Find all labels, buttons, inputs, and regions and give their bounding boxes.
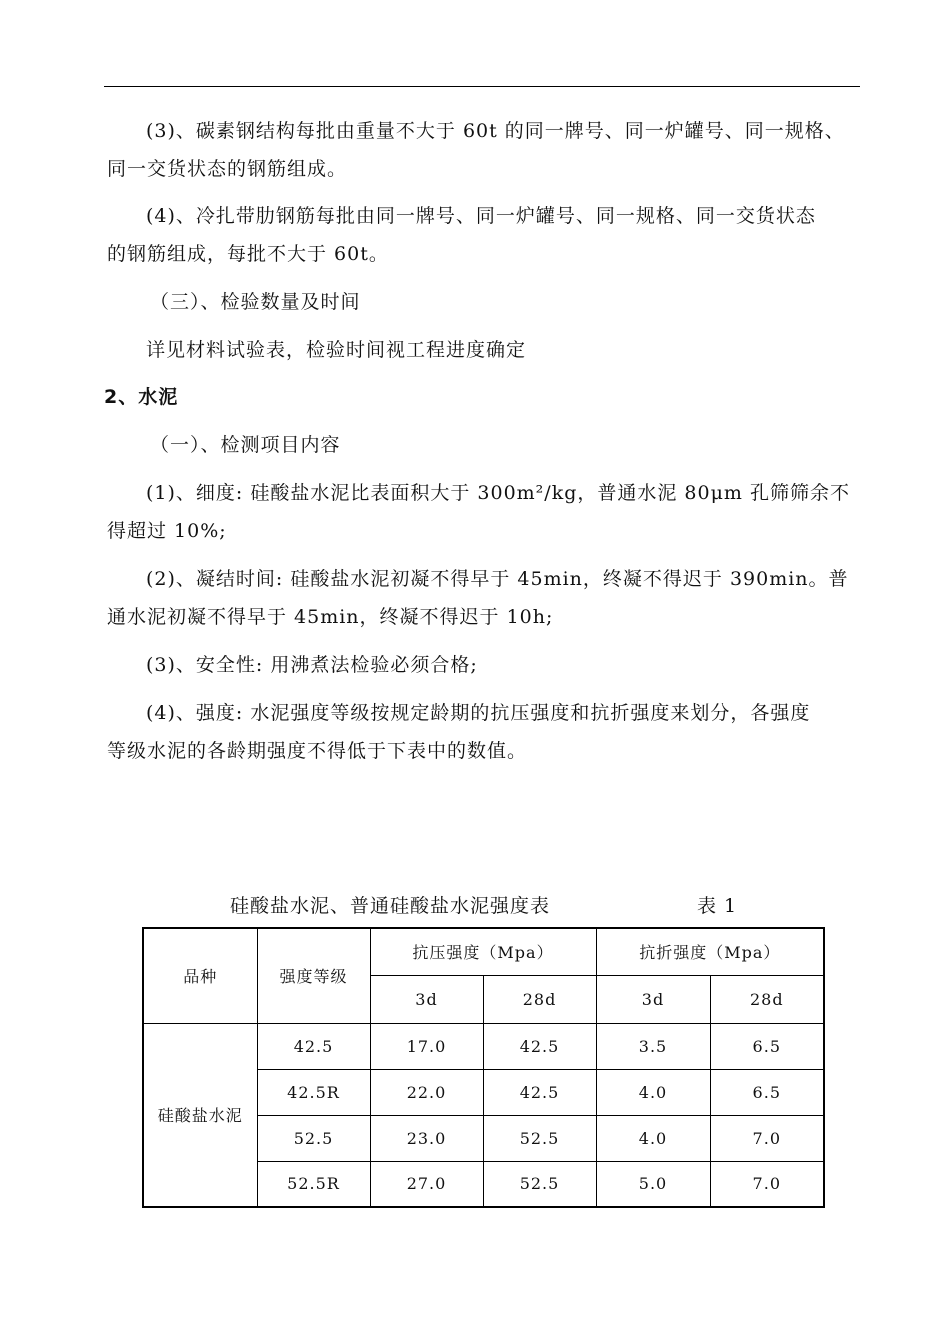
cell-compressive-28d: 42.5 (483, 1069, 596, 1115)
cell-flexural-28d: 7.0 (710, 1115, 824, 1161)
paragraph-line: (4)、冷扎带肋钢筋每批由同一牌号、同一炉罐号、同一规格、同一交货状态 (146, 205, 816, 227)
header-rule (104, 86, 860, 87)
table-number: 表 1 (697, 895, 738, 917)
cell-compressive-3d: 17.0 (370, 1023, 483, 1069)
cell-flexural-3d: 4.0 (596, 1115, 710, 1161)
subsection-heading: （一）、检测项目内容 (150, 434, 341, 456)
header-compressive: 抗压强度（Mpa） (370, 928, 596, 975)
header-flexural-28d: 28d (710, 975, 824, 1023)
cell-flexural-3d: 4.0 (596, 1069, 710, 1115)
cell-compressive-28d: 42.5 (483, 1023, 596, 1069)
table-caption: 硅酸盐水泥、普通硅酸盐水泥强度表 (230, 895, 551, 917)
paragraph-line: 的钢筋组成，每批不大于 60t。 (107, 243, 389, 265)
cell-compressive-3d: 22.0 (370, 1069, 483, 1115)
paragraph-line: 通水泥初凝不得早于 45min，终凝不得迟于 10h; (107, 606, 554, 628)
cell-flexural-28d: 6.5 (710, 1069, 824, 1115)
cell-grade: 42.5 (257, 1023, 370, 1069)
cell-flexural-28d: 7.0 (710, 1161, 824, 1207)
cell-grade: 52.5R (257, 1161, 370, 1207)
header-variety: 品种 (143, 928, 257, 1023)
paragraph-line: 等级水泥的各龄期强度不得低于下表中的数值。 (107, 740, 528, 762)
section-heading: 2、水泥 (104, 386, 179, 408)
strength-table (142, 927, 825, 1208)
cell-compressive-28d: 52.5 (483, 1115, 596, 1161)
header-compressive-28d: 28d (483, 975, 596, 1023)
cell-grade: 42.5R (257, 1069, 370, 1115)
paragraph-line: (3)、碳素钢结构每批由重量不大于 60t 的同一牌号、同一炉罐号、同一规格、 (146, 120, 845, 142)
table-header-row (143, 928, 824, 975)
cell-flexural-3d: 5.0 (596, 1161, 710, 1207)
cell-flexural-3d: 3.5 (596, 1023, 710, 1069)
header-grade: 强度等级 (257, 928, 370, 1023)
paragraph-line: 得超过 10%; (107, 520, 227, 542)
cell-compressive-3d: 27.0 (370, 1161, 483, 1207)
cell-compressive-3d: 23.0 (370, 1115, 483, 1161)
table-row (143, 1023, 824, 1069)
subsection-heading: （三）、检验数量及时间 (150, 291, 361, 313)
header-compressive-3d: 3d (370, 975, 483, 1023)
paragraph-line: (3)、安全性: 用沸煮法检验必须合格; (146, 654, 478, 676)
cell-compressive-28d: 52.5 (483, 1161, 596, 1207)
paragraph-line: (1)、细度: 硅酸盐水泥比表面积大于 300m²/kg，普通水泥 80μm 孔筛筛余不 (146, 482, 850, 504)
cell-flexural-28d: 6.5 (710, 1023, 824, 1069)
paragraph-line: 同一交货状态的钢筋组成。 (107, 158, 348, 180)
paragraph-line: (2)、凝结时间: 硅酸盐水泥初凝不得早于 45min，终凝不得迟于 390min。普 (146, 568, 849, 590)
header-flexural-3d: 3d (596, 975, 710, 1023)
paragraph-line: 详见材料试验表，检验时间视工程进度确定 (146, 339, 527, 361)
paragraph-line: (4)、强度: 水泥强度等级按规定龄期的抗压强度和抗折强度来划分，各强度 (146, 702, 811, 724)
cell-variety: 硅酸盐水泥 (143, 1023, 257, 1207)
cell-grade: 52.5 (257, 1115, 370, 1161)
header-flexural: 抗折强度（Mpa） (596, 928, 824, 975)
